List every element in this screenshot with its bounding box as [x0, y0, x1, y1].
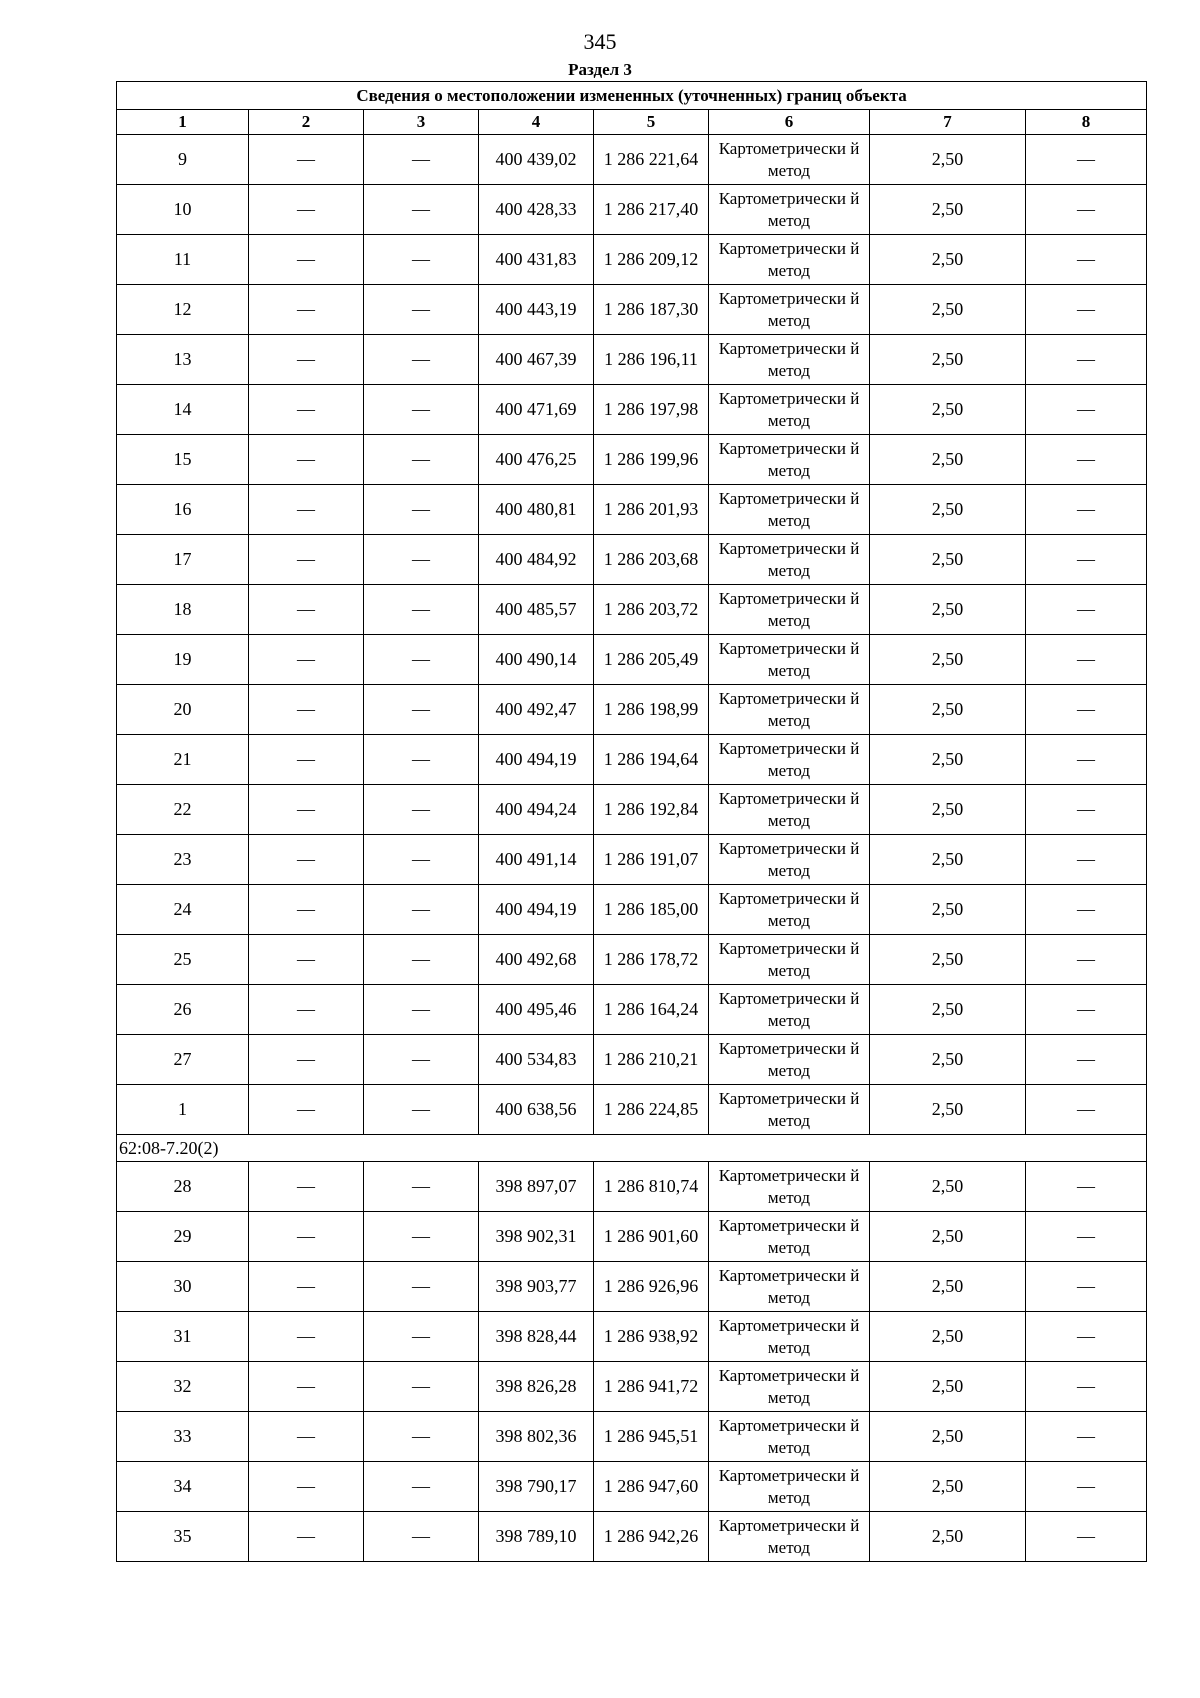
point-number-cell: 17 [117, 535, 249, 585]
y-coordinate-cell: 1 286 203,72 [594, 585, 709, 635]
table-row [117, 435, 1147, 485]
y-coordinate-cell: 1 286 191,07 [594, 835, 709, 885]
method-cell: Картометрически й метод [709, 1212, 870, 1262]
column-2-cell: — [249, 735, 364, 785]
column-3-cell: — [364, 1412, 479, 1462]
column-8-cell: — [1026, 835, 1147, 885]
point-number-cell: 31 [117, 1312, 249, 1362]
point-number-cell: 29 [117, 1212, 249, 1262]
column-2-cell: — [249, 685, 364, 735]
table-row [117, 935, 1147, 985]
table-row [117, 335, 1147, 385]
column-8-cell: — [1026, 1512, 1147, 1562]
method-cell: Картометрически й метод [709, 535, 870, 585]
table-caption-row [117, 82, 1147, 110]
page-number: 345 [583, 29, 617, 54]
x-coordinate-cell: 400 492,47 [479, 685, 594, 735]
column-8-cell: — [1026, 1035, 1147, 1085]
table-row [117, 1312, 1147, 1362]
y-coordinate-cell: 1 286 209,12 [594, 235, 709, 285]
accuracy-cell: 2,50 [870, 385, 1026, 435]
column-2-cell: — [249, 435, 364, 485]
column-3-cell: — [364, 835, 479, 885]
y-coordinate-cell: 1 286 942,26 [594, 1512, 709, 1562]
x-coordinate-cell: 400 495,46 [479, 985, 594, 1035]
point-number-cell: 20 [117, 685, 249, 735]
column-2-cell: — [249, 1512, 364, 1562]
method-cell: Картометрически й метод [709, 1362, 870, 1412]
y-coordinate-cell: 1 286 192,84 [594, 785, 709, 835]
point-number-cell: 16 [117, 485, 249, 535]
column-3-cell: — [364, 1512, 479, 1562]
x-coordinate-cell: 400 534,83 [479, 1035, 594, 1085]
accuracy-cell: 2,50 [870, 1035, 1026, 1085]
x-coordinate-cell: 398 902,31 [479, 1212, 594, 1262]
x-coordinate-cell: 398 789,10 [479, 1512, 594, 1562]
y-coordinate-cell: 1 286 224,85 [594, 1085, 709, 1135]
method-cell: Картометрически й метод [709, 1412, 870, 1462]
column-8-cell: — [1026, 1162, 1147, 1212]
x-coordinate-cell: 398 828,44 [479, 1312, 594, 1362]
table-row [117, 1085, 1147, 1135]
accuracy-cell: 2,50 [870, 785, 1026, 835]
column-3-cell: — [364, 885, 479, 935]
column-header-4: 4 [479, 110, 594, 135]
column-3-cell: — [364, 285, 479, 335]
column-header-3: 3 [364, 110, 479, 135]
accuracy-cell: 2,50 [870, 1262, 1026, 1312]
accuracy-cell: 2,50 [870, 1085, 1026, 1135]
y-coordinate-cell: 1 286 810,74 [594, 1162, 709, 1212]
column-2-cell: — [249, 1412, 364, 1462]
column-2-cell: — [249, 835, 364, 885]
y-coordinate-cell: 1 286 945,51 [594, 1412, 709, 1462]
x-coordinate-cell: 400 638,56 [479, 1085, 594, 1135]
section-title: Раздел 3 [568, 60, 632, 79]
accuracy-cell: 2,50 [870, 885, 1026, 935]
method-cell: Картометрически й метод [709, 285, 870, 335]
x-coordinate-cell: 398 790,17 [479, 1462, 594, 1512]
column-3-cell: — [364, 1162, 479, 1212]
column-3-cell: — [364, 185, 479, 235]
x-coordinate-cell: 400 491,14 [479, 835, 594, 885]
y-coordinate-cell: 1 286 217,40 [594, 185, 709, 235]
column-2-cell: — [249, 185, 364, 235]
x-coordinate-cell: 400 443,19 [479, 285, 594, 335]
table-row [117, 885, 1147, 935]
x-coordinate-cell: 400 484,92 [479, 535, 594, 585]
x-coordinate-cell: 400 439,02 [479, 135, 594, 185]
column-8-cell: — [1026, 535, 1147, 585]
point-number-cell: 11 [117, 235, 249, 285]
y-coordinate-cell: 1 286 199,96 [594, 435, 709, 485]
column-2-cell: — [249, 585, 364, 635]
x-coordinate-cell: 398 826,28 [479, 1362, 594, 1412]
table-caption: Сведения о местоположении измененных (уточненных) границ объекта [117, 82, 1147, 110]
column-3-cell: — [364, 1262, 479, 1312]
point-number-cell: 1 [117, 1085, 249, 1135]
point-number-cell: 24 [117, 885, 249, 935]
column-8-cell: — [1026, 1412, 1147, 1462]
y-coordinate-cell: 1 286 164,24 [594, 985, 709, 1035]
x-coordinate-cell: 400 494,24 [479, 785, 594, 835]
accuracy-cell: 2,50 [870, 1212, 1026, 1262]
method-cell: Картометрически й метод [709, 685, 870, 735]
table-row [117, 985, 1147, 1035]
column-3-cell: — [364, 1462, 479, 1512]
method-cell: Картометрически й метод [709, 135, 870, 185]
y-coordinate-cell: 1 286 926,96 [594, 1262, 709, 1312]
column-2-cell: — [249, 535, 364, 585]
column-8-cell: — [1026, 785, 1147, 835]
column-8-cell: — [1026, 1362, 1147, 1412]
column-8-cell: — [1026, 735, 1147, 785]
method-cell: Картометрически й метод [709, 735, 870, 785]
point-number-cell: 30 [117, 1262, 249, 1312]
accuracy-cell: 2,50 [870, 1412, 1026, 1462]
method-cell: Картометрически й метод [709, 985, 870, 1035]
table-row [117, 1462, 1147, 1512]
y-coordinate-cell: 1 286 210,21 [594, 1035, 709, 1085]
table-row [117, 1212, 1147, 1262]
column-2-cell: — [249, 885, 364, 935]
column-2-cell: — [249, 335, 364, 385]
column-8-cell: — [1026, 685, 1147, 735]
column-2-cell: — [249, 485, 364, 535]
column-3-cell: — [364, 785, 479, 835]
method-cell: Картометрически й метод [709, 635, 870, 685]
column-header-7: 7 [870, 110, 1026, 135]
point-number-cell: 21 [117, 735, 249, 785]
column-8-cell: — [1026, 935, 1147, 985]
point-number-cell: 13 [117, 335, 249, 385]
y-coordinate-cell: 1 286 947,60 [594, 1462, 709, 1512]
table-row [117, 635, 1147, 685]
accuracy-cell: 2,50 [870, 535, 1026, 585]
column-8-cell: — [1026, 1462, 1147, 1512]
column-3-cell: — [364, 1362, 479, 1412]
table-row [117, 735, 1147, 785]
column-2-cell: — [249, 1035, 364, 1085]
y-coordinate-cell: 1 286 196,11 [594, 335, 709, 385]
column-3-cell: — [364, 335, 479, 385]
column-8-cell: — [1026, 485, 1147, 535]
accuracy-cell: 2,50 [870, 1362, 1026, 1412]
method-cell: Картометрически й метод [709, 585, 870, 635]
column-header-6: 6 [709, 110, 870, 135]
column-3-cell: — [364, 635, 479, 685]
column-3-cell: — [364, 1212, 479, 1262]
column-2-cell: — [249, 1212, 364, 1262]
y-coordinate-cell: 1 286 201,93 [594, 485, 709, 535]
column-2-cell: — [249, 1312, 364, 1362]
column-3-cell: — [364, 985, 479, 1035]
column-8-cell: — [1026, 1212, 1147, 1262]
column-3-cell: — [364, 485, 479, 535]
y-coordinate-cell: 1 286 194,64 [594, 735, 709, 785]
x-coordinate-cell: 400 476,25 [479, 435, 594, 485]
column-8-cell: — [1026, 285, 1147, 335]
column-8-cell: — [1026, 1085, 1147, 1135]
point-number-cell: 32 [117, 1362, 249, 1412]
method-cell: Картометрически й метод [709, 1262, 870, 1312]
column-2-cell: — [249, 1362, 364, 1412]
method-cell: Картометрически й метод [709, 935, 870, 985]
column-2-cell: — [249, 235, 364, 285]
column-2-cell: — [249, 1262, 364, 1312]
y-coordinate-cell: 1 286 941,72 [594, 1362, 709, 1412]
method-cell: Картометрически й метод [709, 1085, 870, 1135]
accuracy-cell: 2,50 [870, 685, 1026, 735]
point-number-cell: 33 [117, 1412, 249, 1462]
method-cell: Картометрически й метод [709, 835, 870, 885]
column-2-cell: — [249, 285, 364, 335]
method-cell: Картометрически й метод [709, 485, 870, 535]
accuracy-cell: 2,50 [870, 435, 1026, 485]
table-row [117, 835, 1147, 885]
table-row [117, 135, 1147, 185]
point-number-cell: 28 [117, 1162, 249, 1212]
point-number-cell: 26 [117, 985, 249, 1035]
point-number-cell: 14 [117, 385, 249, 435]
y-coordinate-cell: 1 286 938,92 [594, 1312, 709, 1362]
point-number-cell: 25 [117, 935, 249, 985]
accuracy-cell: 2,50 [870, 735, 1026, 785]
column-3-cell: — [364, 235, 479, 285]
accuracy-cell: 2,50 [870, 1162, 1026, 1212]
method-cell: Картометрически й метод [709, 1462, 870, 1512]
column-8-cell: — [1026, 435, 1147, 485]
column-8-cell: — [1026, 185, 1147, 235]
x-coordinate-cell: 400 485,57 [479, 585, 594, 635]
column-3-cell: — [364, 135, 479, 185]
column-header-1: 1 [117, 110, 249, 135]
method-cell: Картометрически й метод [709, 785, 870, 835]
x-coordinate-cell: 400 428,33 [479, 185, 594, 235]
accuracy-cell: 2,50 [870, 335, 1026, 385]
accuracy-cell: 2,50 [870, 1312, 1026, 1362]
column-header-5: 5 [594, 110, 709, 135]
column-header-2: 2 [249, 110, 364, 135]
x-coordinate-cell: 400 492,68 [479, 935, 594, 985]
point-number-cell: 34 [117, 1462, 249, 1512]
accuracy-cell: 2,50 [870, 185, 1026, 235]
accuracy-cell: 2,50 [870, 485, 1026, 535]
column-2-cell: — [249, 1085, 364, 1135]
point-number-cell: 23 [117, 835, 249, 885]
y-coordinate-cell: 1 286 221,64 [594, 135, 709, 185]
table-row [117, 1035, 1147, 1085]
y-coordinate-cell: 1 286 187,30 [594, 285, 709, 335]
method-cell: Картометрически й метод [709, 1035, 870, 1085]
table-row [117, 685, 1147, 735]
column-3-cell: — [364, 435, 479, 485]
x-coordinate-cell: 400 490,14 [479, 635, 594, 685]
column-2-cell: — [249, 1462, 364, 1512]
x-coordinate-cell: 398 897,07 [479, 1162, 594, 1212]
y-coordinate-cell: 1 286 178,72 [594, 935, 709, 985]
column-2-cell: — [249, 135, 364, 185]
accuracy-cell: 2,50 [870, 135, 1026, 185]
x-coordinate-cell: 398 903,77 [479, 1262, 594, 1312]
accuracy-cell: 2,50 [870, 985, 1026, 1035]
group-label-row [117, 1135, 1147, 1162]
column-3-cell: — [364, 585, 479, 635]
method-cell: Картометрически й метод [709, 435, 870, 485]
column-8-cell: — [1026, 885, 1147, 935]
accuracy-cell: 2,50 [870, 1512, 1026, 1562]
method-cell: Картометрически й метод [709, 1162, 870, 1212]
column-8-cell: — [1026, 1262, 1147, 1312]
column-2-cell: — [249, 935, 364, 985]
column-3-cell: — [364, 735, 479, 785]
method-cell: Картометрически й метод [709, 335, 870, 385]
column-3-cell: — [364, 1035, 479, 1085]
method-cell: Картометрически й метод [709, 885, 870, 935]
table-row [117, 1162, 1147, 1212]
method-cell: Картометрически й метод [709, 1312, 870, 1362]
x-coordinate-cell: 400 471,69 [479, 385, 594, 435]
y-coordinate-cell: 1 286 198,99 [594, 685, 709, 735]
table-row [117, 585, 1147, 635]
column-2-cell: — [249, 785, 364, 835]
accuracy-cell: 2,50 [870, 285, 1026, 335]
table-row [117, 285, 1147, 335]
column-3-cell: — [364, 385, 479, 435]
y-coordinate-cell: 1 286 197,98 [594, 385, 709, 435]
column-3-cell: — [364, 685, 479, 735]
y-coordinate-cell: 1 286 203,68 [594, 535, 709, 585]
accuracy-cell: 2,50 [870, 1462, 1026, 1512]
accuracy-cell: 2,50 [870, 235, 1026, 285]
table-row [117, 535, 1147, 585]
column-3-cell: — [364, 535, 479, 585]
table-row [117, 1412, 1147, 1462]
column-3-cell: — [364, 1312, 479, 1362]
column-header-8: 8 [1026, 110, 1147, 135]
y-coordinate-cell: 1 286 205,49 [594, 635, 709, 685]
method-cell: Картометрически й метод [709, 385, 870, 435]
column-8-cell: — [1026, 585, 1147, 635]
method-cell: Картометрически й метод [709, 185, 870, 235]
column-2-cell: — [249, 985, 364, 1035]
column-8-cell: — [1026, 135, 1147, 185]
column-2-cell: — [249, 385, 364, 435]
x-coordinate-cell: 400 494,19 [479, 885, 594, 935]
x-coordinate-cell: 400 480,81 [479, 485, 594, 535]
x-coordinate-cell: 400 467,39 [479, 335, 594, 385]
column-8-cell: — [1026, 385, 1147, 435]
y-coordinate-cell: 1 286 901,60 [594, 1212, 709, 1262]
method-cell: Картометрически й метод [709, 235, 870, 285]
point-number-cell: 35 [117, 1512, 249, 1562]
accuracy-cell: 2,50 [870, 935, 1026, 985]
point-number-cell: 18 [117, 585, 249, 635]
accuracy-cell: 2,50 [870, 585, 1026, 635]
column-8-cell: — [1026, 635, 1147, 685]
column-3-cell: — [364, 1085, 479, 1135]
point-number-cell: 9 [117, 135, 249, 185]
column-header-row [117, 110, 1147, 135]
column-8-cell: — [1026, 1312, 1147, 1362]
table-row [117, 1362, 1147, 1412]
column-3-cell: — [364, 935, 479, 985]
accuracy-cell: 2,50 [870, 835, 1026, 885]
table-row [117, 485, 1147, 535]
point-number-cell: 19 [117, 635, 249, 685]
column-2-cell: — [249, 1162, 364, 1212]
y-coordinate-cell: 1 286 185,00 [594, 885, 709, 935]
table-row [117, 1512, 1147, 1562]
table-row [117, 385, 1147, 435]
x-coordinate-cell: 400 431,83 [479, 235, 594, 285]
table-row [117, 1262, 1147, 1312]
column-8-cell: — [1026, 235, 1147, 285]
x-coordinate-cell: 400 494,19 [479, 735, 594, 785]
column-8-cell: — [1026, 335, 1147, 385]
point-number-cell: 12 [117, 285, 249, 335]
group-label: 62:08-7.20(2) [117, 1135, 1147, 1162]
column-8-cell: — [1026, 985, 1147, 1035]
table-body [117, 135, 1147, 1562]
point-number-cell: 27 [117, 1035, 249, 1085]
accuracy-cell: 2,50 [870, 635, 1026, 685]
point-number-cell: 22 [117, 785, 249, 835]
table-row [117, 185, 1147, 235]
point-number-cell: 10 [117, 185, 249, 235]
table-row [117, 235, 1147, 285]
column-2-cell: — [249, 635, 364, 685]
method-cell: Картометрически й метод [709, 1512, 870, 1562]
boundary-coordinates-table [116, 81, 1147, 1562]
point-number-cell: 15 [117, 435, 249, 485]
table-row [117, 785, 1147, 835]
x-coordinate-cell: 398 802,36 [479, 1412, 594, 1462]
